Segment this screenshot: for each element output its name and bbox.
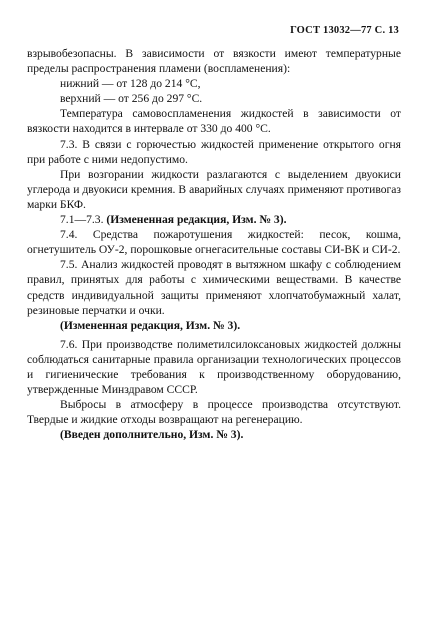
paragraph-lower-limit: нижний — от 128 до 214 °С, <box>60 77 201 91</box>
paragraph-7-6: 7.6. При производстве полиметилсилоксановых жидкостей должны соблюдаться санитарные правила организации технологических процессов и гигиенические требования к производственному оборудованию, утвержденные Минздравом СССР. <box>27 337 401 397</box>
paragraph-autoignition: Температура самовоспламенения жидкостей в зависимости от вязкости находится в интервале от 330 до 400 °С. <box>27 107 401 136</box>
amendment-note-7-5: (Измененная редакция, Изм. № 3). <box>60 318 241 332</box>
paragraph-combustion: При возгорании жидкости разлагаются с выделением двуокиси углерода и двуокиси кремния. В аварийных случаях применяют противогаз марки БКФ. <box>27 167 401 211</box>
running-header: ГОСТ 13032—77 С. 13 <box>290 25 399 36</box>
amendment-clause-ref: 7.1—7.3. <box>60 213 107 227</box>
document-body <box>27 46 401 442</box>
paragraph-emissions: Выбросы в атмосферу в процессе производства отсутствуют. Твердые и жидкие отходы возвращают на регенерацию. <box>27 398 401 427</box>
paragraph-7-3: 7.3. В связи с горючестью жидкостей применение открытого огня при работе с ними недопустимо. <box>27 137 401 166</box>
paragraph-amendment-7-1-7-3 <box>27 212 401 227</box>
addition-note: (Введен дополнительно, Изм. № 3). <box>60 428 244 442</box>
amendment-note: (Измененная редакция, Изм. № 3). <box>106 213 287 227</box>
paragraph-flammability-limits: взрывобезопасны. В зависимости от вязкости имеют температурные пределы распространения пламени (воспламенения): <box>27 47 401 76</box>
paragraph-7-4: 7.4. Средства пожаротушения жидкостей: песок, кошма, огнетушитель ОУ-2, порошковые огнегасительные составы СИ-ВК и СИ-2. <box>27 228 401 257</box>
paragraph-upper-limit: верхний — от 256 до 297 °С. <box>60 92 203 106</box>
paragraph-7-5: 7.5. Анализ жидкостей проводят в вытяжном шкафу с соблюдением правил, принятых для работы с химическими веществами. В качестве средств индивидуальной защиты применяют хлопчатобумажный халат, резиновые перчатки и очки. <box>27 258 401 317</box>
